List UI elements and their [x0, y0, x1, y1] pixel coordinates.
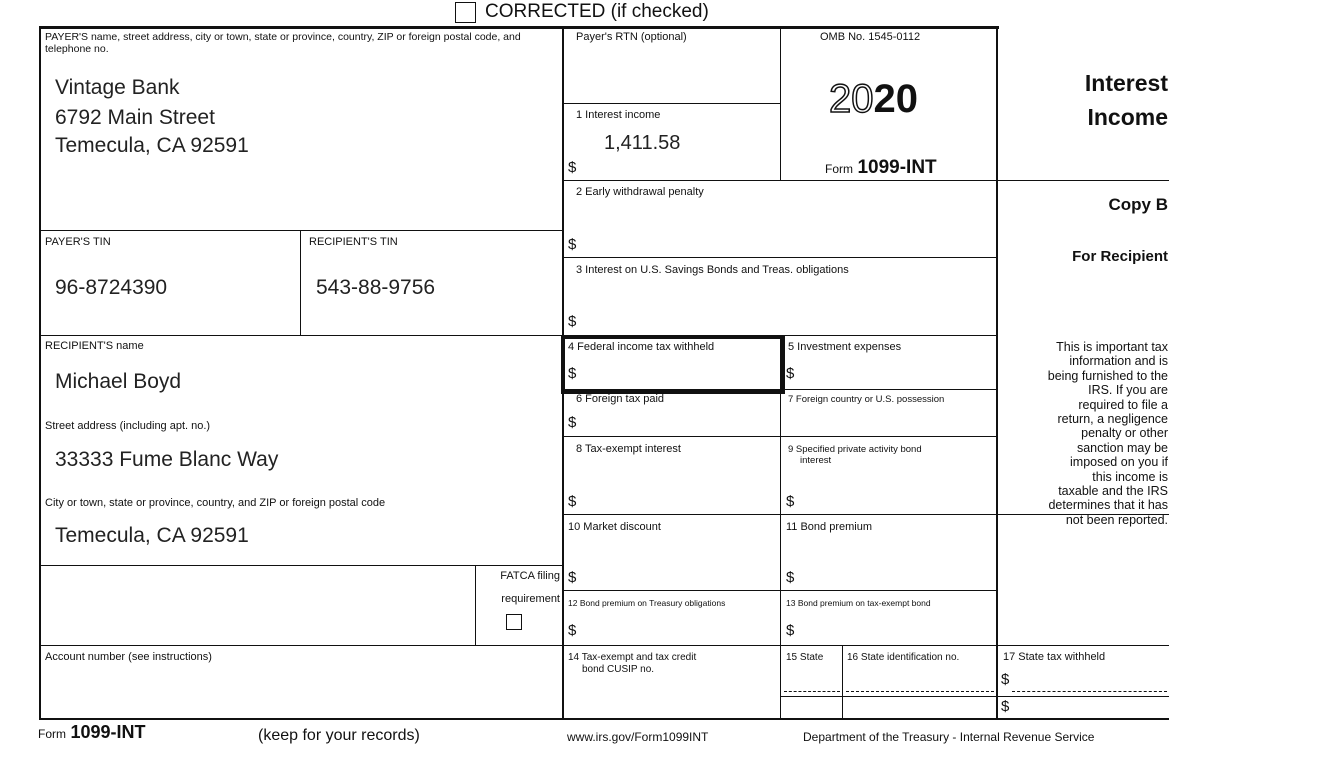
form-left-border [39, 26, 41, 720]
form-bottom-border [39, 718, 1169, 720]
col-line-tin [300, 230, 301, 336]
tax-year-light: 20 [829, 77, 874, 121]
dash-b15 [784, 691, 840, 692]
recipient-tin[interactable]: 543-88-9756 [316, 276, 436, 299]
box10-label: 10 Market discount [568, 521, 661, 533]
box4-label: 4 Federal income tax withheld [568, 341, 715, 353]
notice-line: sanction may be [1076, 440, 1168, 455]
box14-label-line2: bond CUSIP no. [582, 664, 655, 675]
box6-dollar: $ [568, 414, 577, 431]
box16-label: 16 State identification no. [847, 652, 960, 663]
notice-line: this income is [1092, 469, 1168, 484]
box4-highlight [561, 335, 785, 394]
form-top-border [39, 26, 999, 29]
box14-label-line1: 14 Tax-exempt and tax credit [568, 652, 697, 663]
recipient-street[interactable]: 33333 Fume Blanc Way [55, 448, 279, 471]
rtn-label: Payer's RTN (optional) [576, 31, 687, 43]
payer-city[interactable]: Temecula, CA 92591 [55, 134, 249, 157]
box12-label: 12 Bond premium on Treasury obligations [568, 598, 726, 608]
row-line-account [39, 645, 563, 646]
recipient-city-label: City or town, state or province, country, and ZIP or foreign postal code [45, 497, 386, 509]
box8-label: 8 Tax-exempt interest [576, 443, 681, 455]
payer-street[interactable]: 6792 Main Street [55, 106, 215, 129]
col-line-b16 [842, 645, 843, 720]
payer-label: PAYER'S name, street address, city or town, state or province, country, ZIP or foreign postal code, and telephone no. [45, 31, 521, 55]
payer-tin[interactable]: 96-8724390 [55, 276, 168, 299]
box1-value[interactable]: 1,411.58 [604, 132, 681, 154]
recipient-name[interactable]: Michael Boyd [55, 370, 182, 393]
notice-line: determines that it has [1048, 498, 1168, 513]
payer-tin-label: PAYER'S TIN [45, 236, 111, 248]
for-recipient-label: For Recipient [1072, 248, 1168, 265]
box13-label: 13 Bond premium on tax-exempt bond [786, 598, 931, 608]
dash-b17 [1012, 691, 1167, 692]
title-interest: Interest [1084, 70, 1168, 96]
notice-line: This is important tax [1056, 340, 1168, 354]
col-line-b15 [780, 645, 781, 720]
payer-name[interactable]: Vintage Bank [55, 76, 180, 99]
box1-dollar: $ [568, 159, 577, 176]
notice-line: required to file a [1078, 397, 1168, 412]
tax-year [829, 76, 918, 122]
corrected-label: CORRECTED (if checked) [485, 1, 709, 22]
box3-label: 3 Interest on U.S. Savings Bonds and Treas. obligations [576, 264, 849, 276]
copy-b-label: Copy B [1108, 195, 1168, 214]
box9-label-line2: interest [800, 455, 832, 466]
form-id-footer [38, 722, 146, 743]
box11-label: 11 Bond premium [786, 521, 873, 533]
recipient-name-label: RECIPIENT'S name [45, 340, 144, 352]
notice-line: penalty or other [1081, 426, 1168, 441]
row-line-fatca [39, 565, 563, 566]
row-line-b1 [563, 103, 781, 104]
row-line-b17-bottom [997, 696, 1169, 697]
form-prefix-footer: Form [38, 727, 66, 741]
notice-line: taxable and the IRS [1058, 484, 1168, 499]
row-line-recipient [39, 335, 563, 336]
row-line-b2 [563, 180, 1169, 181]
box2-dollar: $ [568, 236, 577, 253]
box7-label: 7 Foreign country or U.S. possession [788, 394, 945, 405]
row-line-b15-bottom [781, 696, 997, 697]
box8-dollar: $ [568, 493, 577, 510]
department-label: Department of the Treasury - Internal Revenue Service [803, 730, 1095, 744]
box13-dollar: $ [786, 622, 795, 639]
fatca-label-line2: requirement [501, 593, 560, 605]
fatca-label-line1: FATCA filing [500, 570, 560, 582]
col-line-omb [780, 26, 781, 181]
box17-dollar-2: $ [1001, 698, 1010, 715]
irs-url: www.irs.gov/Form1099INT [567, 730, 709, 744]
box9-dollar: $ [786, 493, 795, 510]
box17-dollar-1: $ [1001, 671, 1010, 688]
form-prefix-top: Form [825, 162, 853, 176]
box6-label: 6 Foreign tax paid [576, 393, 665, 405]
box1-label: 1 Interest income [576, 109, 661, 121]
row-line-b14 [563, 645, 1169, 646]
account-label: Account number (see instructions) [45, 651, 212, 663]
box5-dollar: $ [786, 365, 795, 382]
recipient-street-label: Street address (including apt. no.) [45, 420, 211, 432]
corrected-checkbox[interactable] [455, 2, 476, 23]
omb-label: OMB No. 1545-0112 [820, 31, 921, 43]
row-line-payer-tin [39, 230, 563, 231]
recipient-city[interactable]: Temecula, CA 92591 [55, 524, 249, 547]
notice-line: return, a negligence [1057, 412, 1168, 427]
dash-b16 [846, 691, 994, 692]
col-line-fatca [475, 565, 476, 646]
box5-label: 5 Investment expenses [788, 341, 902, 353]
notice-line: not been reported. [1065, 512, 1168, 527]
notice-line: being furnished to the [1047, 368, 1168, 383]
box9-label-line1: 9 Specified private activity bond [788, 444, 922, 455]
box15-label: 15 State [786, 652, 824, 663]
fatca-checkbox[interactable] [506, 614, 522, 630]
box12-dollar: $ [568, 622, 577, 639]
keep-records-label: (keep for your records) [258, 727, 420, 744]
tax-year-bold: 20 [873, 77, 918, 121]
box11-dollar: $ [786, 569, 795, 586]
row-line-b3 [563, 257, 998, 258]
box2-label: 2 Early withdrawal penalty [576, 186, 704, 198]
form-id-top [825, 157, 937, 179]
recipient-tin-label: RECIPIENT'S TIN [309, 236, 398, 248]
box17-label: 17 State tax withheld [1003, 651, 1106, 663]
form-name-top: 1099-INT [857, 157, 937, 178]
box3-dollar: $ [568, 313, 577, 330]
notice-line: imposed on you if [1070, 455, 1168, 470]
title-income: Income [1087, 104, 1168, 130]
form-name-footer: 1099-INT [70, 722, 146, 742]
box4-dollar: $ [568, 365, 577, 382]
notice-line: information and is [1069, 354, 1168, 369]
notice-line: IRS. If you are [1088, 383, 1168, 398]
notice-text [998, 340, 1168, 527]
box10-dollar: $ [568, 569, 577, 586]
